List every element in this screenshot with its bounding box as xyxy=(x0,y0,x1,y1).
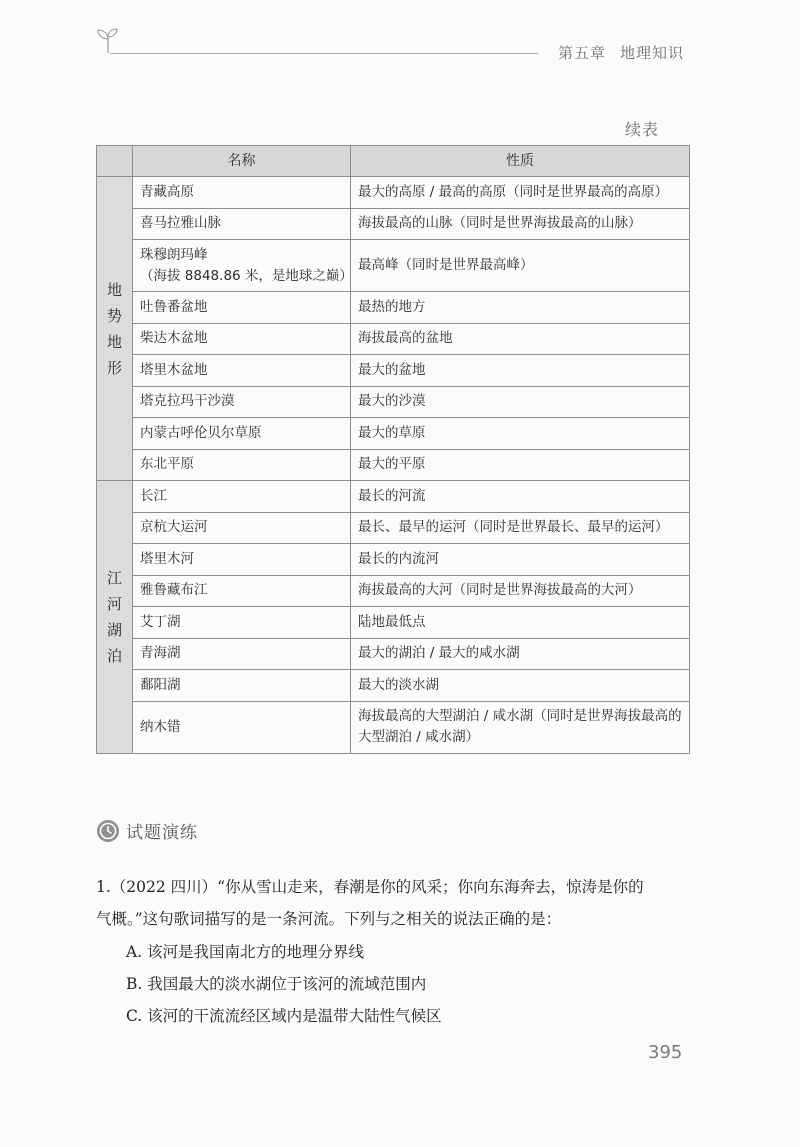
cell-property: 陆地最低点 xyxy=(351,607,690,639)
table-row xyxy=(97,544,690,576)
cell-property: 最大的盆地 xyxy=(351,355,690,387)
table-row xyxy=(97,449,690,481)
cell-property: 海拔最高的山脉（同时是世界海拔最高的山脉） xyxy=(351,208,690,240)
section-title: 试题演练 xyxy=(126,823,198,843)
cell-name: 吐鲁番盆地 xyxy=(133,292,351,324)
cell-name: 珠穆朗玛峰 （海拔 8848.86 米，是地球之巅） xyxy=(133,240,351,292)
table-row xyxy=(97,512,690,544)
table-row xyxy=(97,418,690,450)
table-header-row xyxy=(97,146,690,177)
cell-name: 塔里木河 xyxy=(133,544,351,576)
geography-table xyxy=(96,145,690,754)
question-line-2: 气概。”这句歌词描写的是一条河流。下列与之相关的说法正确的是： xyxy=(96,910,562,928)
table-row xyxy=(97,481,690,513)
header-name: 名称 xyxy=(133,146,351,177)
table-row xyxy=(97,177,690,209)
cell-name: 塔克拉玛干沙漠 xyxy=(133,386,351,418)
cell-name: 纳木错 xyxy=(133,701,351,753)
cell-property: 最长、最早的运河（同时是世界最长、最早的运河） xyxy=(351,512,690,544)
cell-property: 最大的淡水湖 xyxy=(351,670,690,702)
cell-name: 长江 xyxy=(133,481,351,513)
cell-name: 内蒙古呼伦贝尔草原 xyxy=(133,418,351,450)
continued-label: 续表 xyxy=(625,120,660,139)
table-row xyxy=(97,638,690,670)
cell-name: 京杭大运河 xyxy=(133,512,351,544)
option-a: A. 该河是我国南北方的地理分界线 xyxy=(126,943,365,961)
table-row xyxy=(97,292,690,324)
cell-property: 最大的湖泊 / 最大的咸水湖 xyxy=(351,638,690,670)
chapter-number: 第五章 xyxy=(558,44,607,62)
cell-name: 青海湖 xyxy=(133,638,351,670)
header-property: 性质 xyxy=(351,146,690,177)
group-terrain: 地 势 地 形 xyxy=(97,177,133,481)
running-header xyxy=(558,42,698,63)
cell-property: 最长的内流河 xyxy=(351,544,690,576)
option-c: C. 该河的干流流经区域内是温带大陆性气候区 xyxy=(126,1007,442,1025)
chapter-title: 地理知识 xyxy=(620,44,685,62)
cell-property: 最大的平原 xyxy=(351,449,690,481)
option-b: B. 我国最大的淡水湖位于该河的流域范围内 xyxy=(126,975,427,993)
page-number: 395 xyxy=(648,1042,683,1063)
table-row xyxy=(97,701,690,753)
cell-name: 柴达木盆地 xyxy=(133,323,351,355)
table-row xyxy=(97,240,690,292)
table-row xyxy=(97,386,690,418)
cell-property: 最大的草原 xyxy=(351,418,690,450)
table-row xyxy=(97,208,690,240)
group-rivers-lakes: 江 河 湖 泊 xyxy=(97,481,133,754)
cell-property: 最大的高原 / 最高的高原（同时是世界最高的高原） xyxy=(351,177,690,209)
cell-property: 海拔最高的大型湖泊 / 咸水湖（同时是世界海拔最高的大型湖泊 / 咸水湖） xyxy=(351,701,690,753)
table-row xyxy=(97,355,690,387)
cell-property: 海拔最高的盆地 xyxy=(351,323,690,355)
cell-property: 最热的地方 xyxy=(351,292,690,324)
clock-icon xyxy=(96,819,120,843)
table-row xyxy=(97,575,690,607)
cell-name: 东北平原 xyxy=(133,449,351,481)
table-row xyxy=(97,323,690,355)
cell-property: 最大的沙漠 xyxy=(351,386,690,418)
cell-property: 最高峰（同时是世界最高峰） xyxy=(351,240,690,292)
header-divider xyxy=(110,53,538,54)
cell-name: 艾丁湖 xyxy=(133,607,351,639)
cell-name: 青藏高原 xyxy=(133,177,351,209)
table-row xyxy=(97,670,690,702)
cell-name: 塔里木盆地 xyxy=(133,355,351,387)
cell-name: 鄱阳湖 xyxy=(133,670,351,702)
cell-property: 最长的河流 xyxy=(351,481,690,513)
question-line-1: 1.（2022 四川）“你从雪山走来，春潮是你的风采；你向东海奔去，惊涛是你的 xyxy=(96,878,644,896)
cell-name: 喜马拉雅山脉 xyxy=(133,208,351,240)
cell-property: 海拔最高的大河（同时是世界海拔最高的大河） xyxy=(351,575,690,607)
sprout-icon xyxy=(96,26,120,54)
table-row xyxy=(97,607,690,639)
section-heading xyxy=(96,818,198,843)
header-blank xyxy=(97,146,133,177)
cell-name: 雅鲁藏布江 xyxy=(133,575,351,607)
